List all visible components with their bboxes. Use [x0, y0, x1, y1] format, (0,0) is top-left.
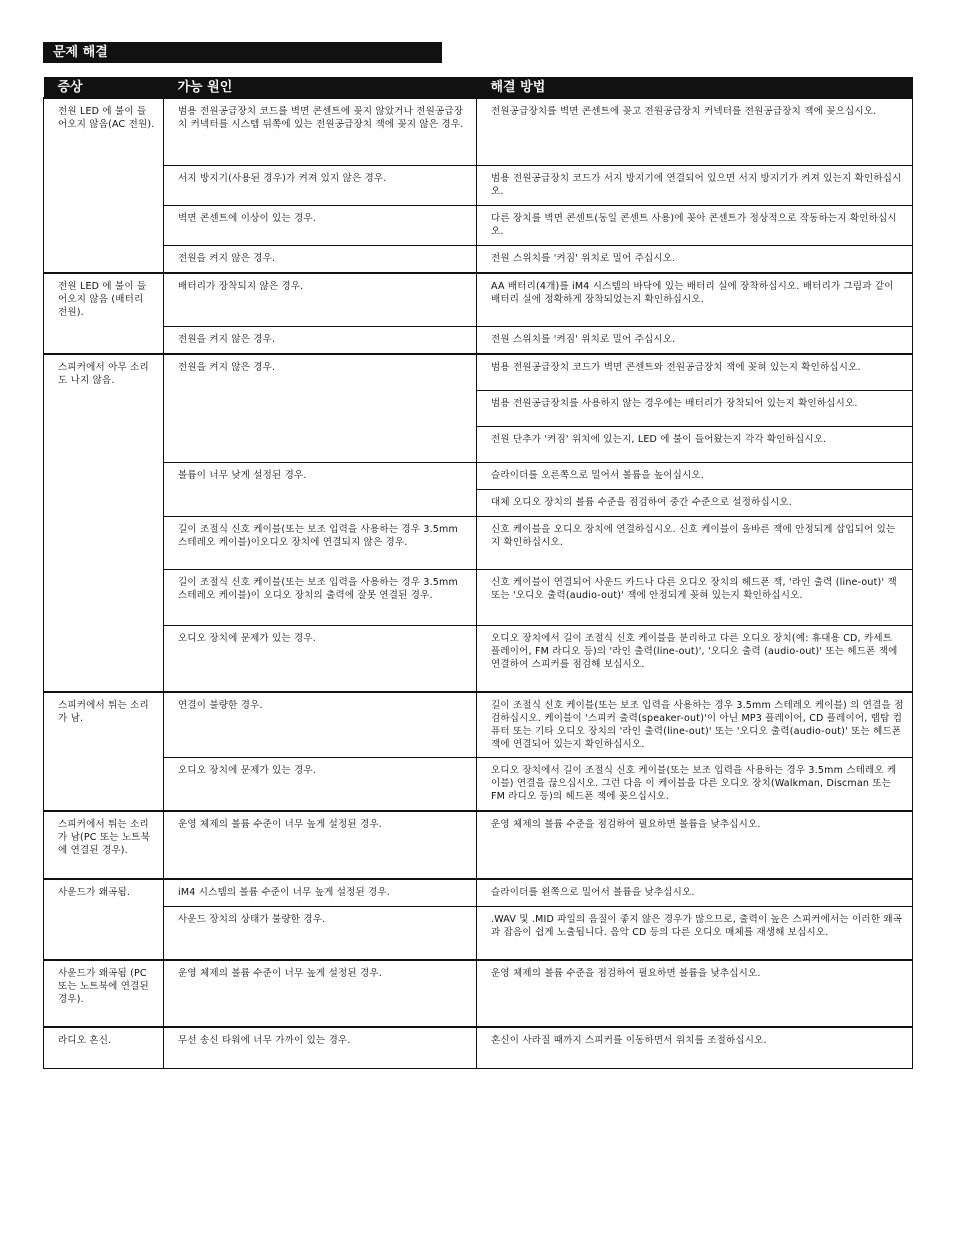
solution-cell: .WAV 및 .MID 파일의 음질이 좋지 않은 경우가 많으므로, 출력이 높은 스피커에서는 이러한 왜곡과 잡음이 쉽게 노출됩니다. 음악 CD 등의 다른 오디오 매체를 재생해 보십시오.: [477, 907, 913, 961]
table-row: [44, 98, 913, 166]
cause-cell: 무선 송신 타워에 너무 가까이 있는 경우.: [164, 1027, 477, 1069]
table-row: [44, 273, 913, 327]
table-row: [44, 960, 913, 1027]
troubleshooting-table: [43, 77, 913, 1069]
solution-cell: 전원 스위치를 '켜짐' 위치로 밀어 주십시오.: [477, 246, 913, 274]
symptom-cell: 스피커에서 튀는 소리가 남.: [44, 692, 164, 811]
cause-cell: iM4 시스템의 볼륨 수준이 너무 높게 설정된 경우.: [164, 879, 477, 907]
solution-cell: AA 배터리(4개)를 iM4 시스템의 바닥에 있는 배터리 실에 장착하십시오. 배터리가 그림과 같이 배터리 실에 정확하게 장착되었는지 확인하십시오.: [477, 273, 913, 327]
table-row: [44, 758, 913, 812]
table-body: [44, 98, 913, 1069]
table-row: [44, 907, 913, 961]
cause-cell: 길이 조절식 신호 케이블(또는 보조 입력을 사용하는 경우 3.5mm 스테레오 케이블)이 오디오 장치의 출력에 잘못 연결된 경우.: [164, 570, 477, 626]
cause-cell: 전원을 켜지 않은 경우.: [164, 354, 477, 463]
cause-cell: 벽면 콘센트에 이상이 있는 경우.: [164, 206, 477, 246]
table-row: [44, 692, 913, 758]
header-solution: 해결 방법: [477, 77, 913, 98]
symptom-cell: 전원 LED 에 불이 들어오지 않음(AC 전원).: [44, 98, 164, 273]
solution-cell: 범용 전원공급장치 코드가 벽면 콘센트와 전원공급장치 잭에 꽂혀 있는지 확인하십시오.: [477, 354, 913, 391]
cause-cell: 전원을 켜지 않은 경우.: [164, 327, 477, 355]
solution-cell: 운영 체제의 볼륨 수준을 점검하여 필요하면 볼륨을 낮추십시오.: [477, 960, 913, 1027]
solution-cell: 오디오 장치에서 길이 조절식 신호 케이블을 분리하고 다른 오디오 장치(예: 휴대용 CD, 카세트 플레이어, FM 라디오 등)의 '라인 출력(line-out)', '오디오 출력 (audio-out)' 또는 헤드폰 잭에 연결하여 스피커를 점검해 보십시오.: [477, 626, 913, 693]
symptom-cell: 라디오 혼신.: [44, 1027, 164, 1069]
solution-cell: 전원 단추가 '켜짐' 위치에 있는지, LED 에 불이 들어왔는지 각각 확인하십시오.: [477, 427, 913, 463]
solution-cell: 신호 케이블을 오디오 장치에 연결하십시오. 신호 케이블이 올바른 잭에 안정되게 삽입되어 있는지 확인하십시오.: [477, 517, 913, 570]
table-header-row: [44, 77, 913, 98]
solution-cell: 전원공급장치를 벽면 콘센트에 꽂고 전원공급장치 커넥터를 전원공급장치 잭에 꽂으십시오.: [477, 98, 913, 166]
solution-cell: 대체 오디오 장치의 볼륨 수준을 점검하여 중간 수준으로 설정하십시오.: [477, 490, 913, 517]
cause-cell: 오디오 장치에 문제가 있는 경우.: [164, 758, 477, 812]
table-row: [44, 811, 913, 879]
header-symptom: 증상: [44, 77, 164, 98]
table-row: [44, 327, 913, 355]
solution-cell: 슬라이더를 왼쪽으로 밀어서 볼륨을 낮추십시오.: [477, 879, 913, 907]
cause-cell: 범용 전원공급장치 코드를 벽면 콘센트에 꽂지 않았거나 전원공급장치 커넥터를 시스템 뒤쪽에 있는 전원공급장치 잭에 꽂지 않은 경우.: [164, 98, 477, 166]
cause-cell: 길이 조절식 신호 케이블(또는 보조 입력을 사용하는 경우 3.5mm 스테레오 케이블)이오디오 장치에 연결되지 않은 경우.: [164, 517, 477, 570]
solution-cell: 혼신이 사라질 때까지 스피커를 이동하면서 위치를 조절하십시오.: [477, 1027, 913, 1069]
solution-cell: 범용 전원공급장치 코드가 서지 방지기에 연결되어 있으면 서지 방지기가 켜져 있는지 확인하십시오.: [477, 166, 913, 206]
solution-cell: 오디오 장치에서 길이 조절식 신호 케이블(또는 보조 입력을 사용하는 경우 3.5mm 스테레오 케이블) 연결을 끊으십시오. 그런 다음 이 케이블을 다른 오디오 장치(Walkman, Discman 또는 FM 라디오 등)의 헤드폰 잭에 꽂으십시오.: [477, 758, 913, 812]
solution-cell: 슬라이더를 오른쪽으로 밀어서 볼륨을 높이십시오.: [477, 463, 913, 490]
cause-cell: 연결이 불량한 경우.: [164, 692, 477, 758]
table-row: [44, 517, 913, 570]
header-cause: 가능 원인: [164, 77, 477, 98]
cause-cell: 운영 체제의 볼륨 수준이 너무 높게 설정된 경우.: [164, 960, 477, 1027]
solution-cell: 운영 체제의 볼륨 수준을 점검하여 필요하면 볼륨을 낮추십시오.: [477, 811, 913, 879]
cause-cell: 배터리가 장착되지 않은 경우.: [164, 273, 477, 327]
cause-cell: 운영 체제의 볼륨 수준이 너무 높게 설정된 경우.: [164, 811, 477, 879]
solution-cell: 다른 장치를 벽면 콘센트(동일 콘센트 사용)에 꽂아 콘센트가 정상적으로 작동하는지 확인하십시오.: [477, 206, 913, 246]
table-row: [44, 879, 913, 907]
solution-cell: 범용 전원공급장치를 사용하지 않는 경우에는 배터리가 장착되어 있는지 확인하십시오.: [477, 391, 913, 427]
symptom-cell: 사운드가 왜곡됨 (PC 또는 노트북에 연결된 경우).: [44, 960, 164, 1027]
symptom-cell: 전원 LED 에 불이 들어오지 않음 (배터리 전원).: [44, 273, 164, 354]
cause-cell: 볼륨이 너무 낮게 설정된 경우.: [164, 463, 477, 517]
table-row: [44, 570, 913, 626]
solution-cell: 길이 조절식 신호 케이블(또는 보조 입력을 사용하는 경우 3.5mm 스테레오 케이블) 의 연결을 점검하십시오. 케이블이 '스피커 출력(speaker-out)'이 아닌 MP3 플레이어, CD 플레이어, 랩탑 컴퓨터 또는 기타 오디오 장치의 '라인 출력(line-out)' 또는 '오디오 출력(audio-out)' 또는 헤드폰 잭에 연결되어 있는지 확인하십시오.: [477, 692, 913, 758]
symptom-cell: 사운드가 왜곡됨.: [44, 879, 164, 960]
table-row: [44, 1027, 913, 1069]
symptom-cell: 스피커에서 아무 소리도 나지 않음.: [44, 354, 164, 692]
table-row: [44, 206, 913, 246]
table-row: [44, 463, 913, 490]
solution-cell: 전원 스위치를 '켜짐' 위치로 밀어 주십시오.: [477, 327, 913, 355]
cause-cell: 사운드 장치의 상태가 불량한 경우.: [164, 907, 477, 961]
table-row: [44, 354, 913, 391]
table-row: [44, 626, 913, 693]
solution-cell: 신호 케이블이 연결되어 사운드 카드나 다른 오디오 장치의 헤드폰 잭, '라인 출력 (line-out)' 잭 또는 '오디오 출력(audio-out)' 잭에 안정되게 꽂혀 있는지 확인하십시오.: [477, 570, 913, 626]
cause-cell: 서지 방지기(사용된 경우)가 켜져 있지 않은 경우.: [164, 166, 477, 206]
table-row: [44, 166, 913, 206]
cause-cell: 전원을 켜지 않은 경우.: [164, 246, 477, 274]
symptom-cell: 스피커에서 튀는 소리가 남(PC 또는 노트북에 연결된 경우).: [44, 811, 164, 879]
section-title: 문제 해결: [43, 42, 442, 63]
cause-cell: 오디오 장치에 문제가 있는 경우.: [164, 626, 477, 693]
table-row: [44, 246, 913, 274]
